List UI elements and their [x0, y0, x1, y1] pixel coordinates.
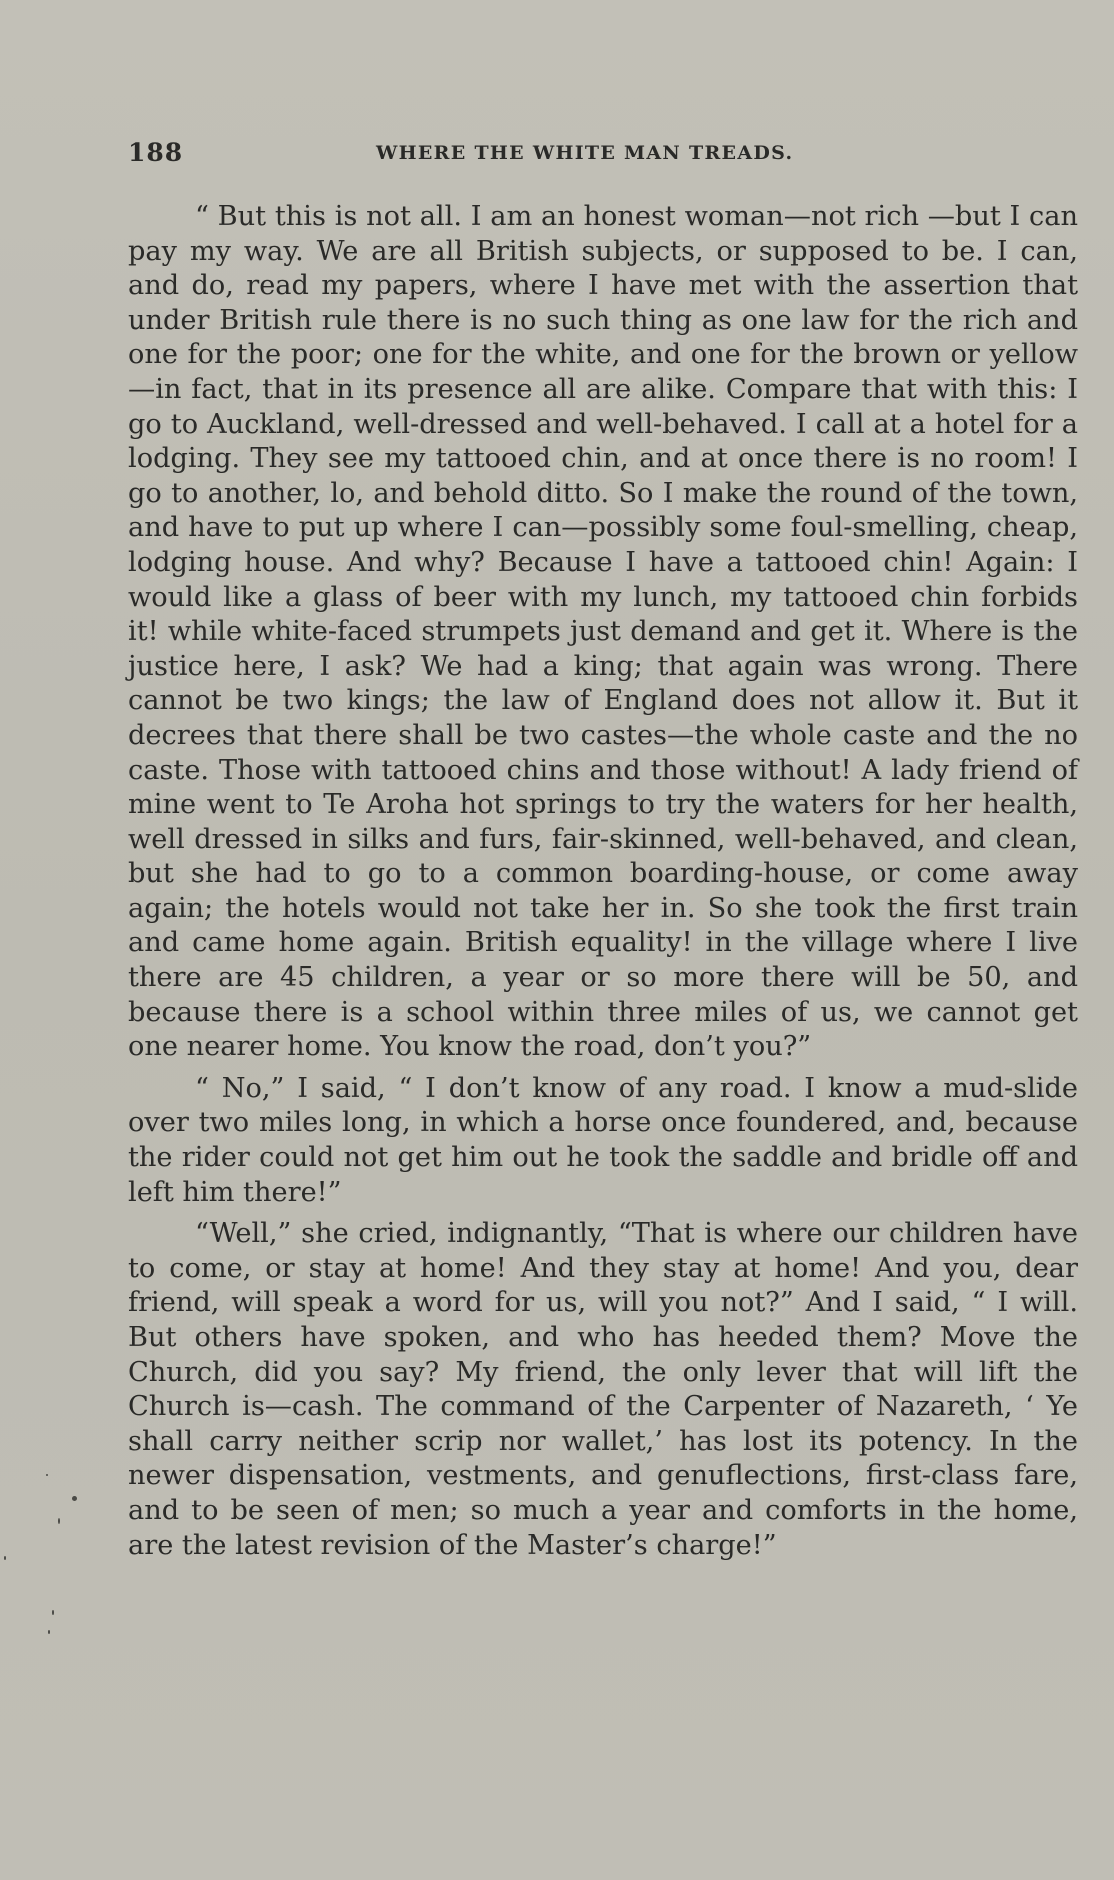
- speck: [58, 1518, 60, 1524]
- margin-specks: [38, 1460, 98, 1660]
- speck: [46, 1474, 48, 1476]
- body-text: [128, 200, 1078, 1570]
- running-head: WHERE THE WHITE MAN TREADS.: [376, 142, 794, 164]
- page-header: [128, 138, 1078, 178]
- page-number: 188: [128, 138, 184, 167]
- speck: [48, 1630, 50, 1634]
- paragraph-2: “ No,” I said, “ I don’t know of any road. I know a mud-slide over two miles long, in which a horse once foundered, and, because the rider could not get him out he took the saddle and bridle off and left him there!”: [128, 1072, 1078, 1208]
- speck: [4, 1556, 6, 1560]
- speck: [72, 1496, 77, 1501]
- speck: [52, 1610, 54, 1615]
- paragraph-1: “ But this is not all. I am an honest woman—not rich —but I can pay my way. We are all British subjects, or supposed to be. I can, and do, read my papers, where I have met with the assertion that under British rule there is no such thing as one law for the rich and one for the poor; one for the white, and one for the brown or yellow—in fact, that in its presence all are alike. Compare that with this: I go to Auckland, well-dressed and well-behaved. I call at a hotel for a lodging. They see my tattooed chin, and at once there is no room! I go to another, lo, and behold ditto. So I make the round of the town, and have to put up where I can—possibly some foul-smelling, cheap, lodging house. And why? Because I have a tattooed chin! Again: I would like a glass of beer with my lunch, my tattooed chin forbids it! while white-faced strumpets just demand and get it. Where is the justice here, I ask? We had a king; that again was wrong. There cannot be two kings; the law of England does not allow it. But it decrees that there shall be two castes—the whole caste and the no caste. Those with tattooed chins and those without! A lady friend of mine went to Te Aroha hot springs to try the waters for her health, well dressed in silks and furs, fair-skinned, well-behaved, and clean, but she had to go to a common boarding-house, or come away again; the hotels would not take her in. So she took the first train and came home again. British equality! in the village where I live there are 45 children, a year or so more there will be 50, and because there is a school within three miles of us, we cannot get one nearer home. You know the road, don’t you?”: [128, 201, 1078, 1063]
- paragraph-3: “Well,” she cried, indignantly, “That is where our children have to come, or stay at home! And they stay at home! And you, dear friend, will speak a word for us, will you not?” And I said, “ I will. But others have spoken, and who has heeded them? Move the Church, did you say? My friend, the only lever that will lift the Church is—cash. The command of the Carpenter of Nazareth, ‘ Ye shall carry neither scrip nor wallet,’ has lost its potency. In the newer dispensation, vestments, and genuflections, first-class fare, and to be seen of men; so much a year and comforts in the home, are the latest revision of the Master’s charge!”: [128, 1218, 1078, 1561]
